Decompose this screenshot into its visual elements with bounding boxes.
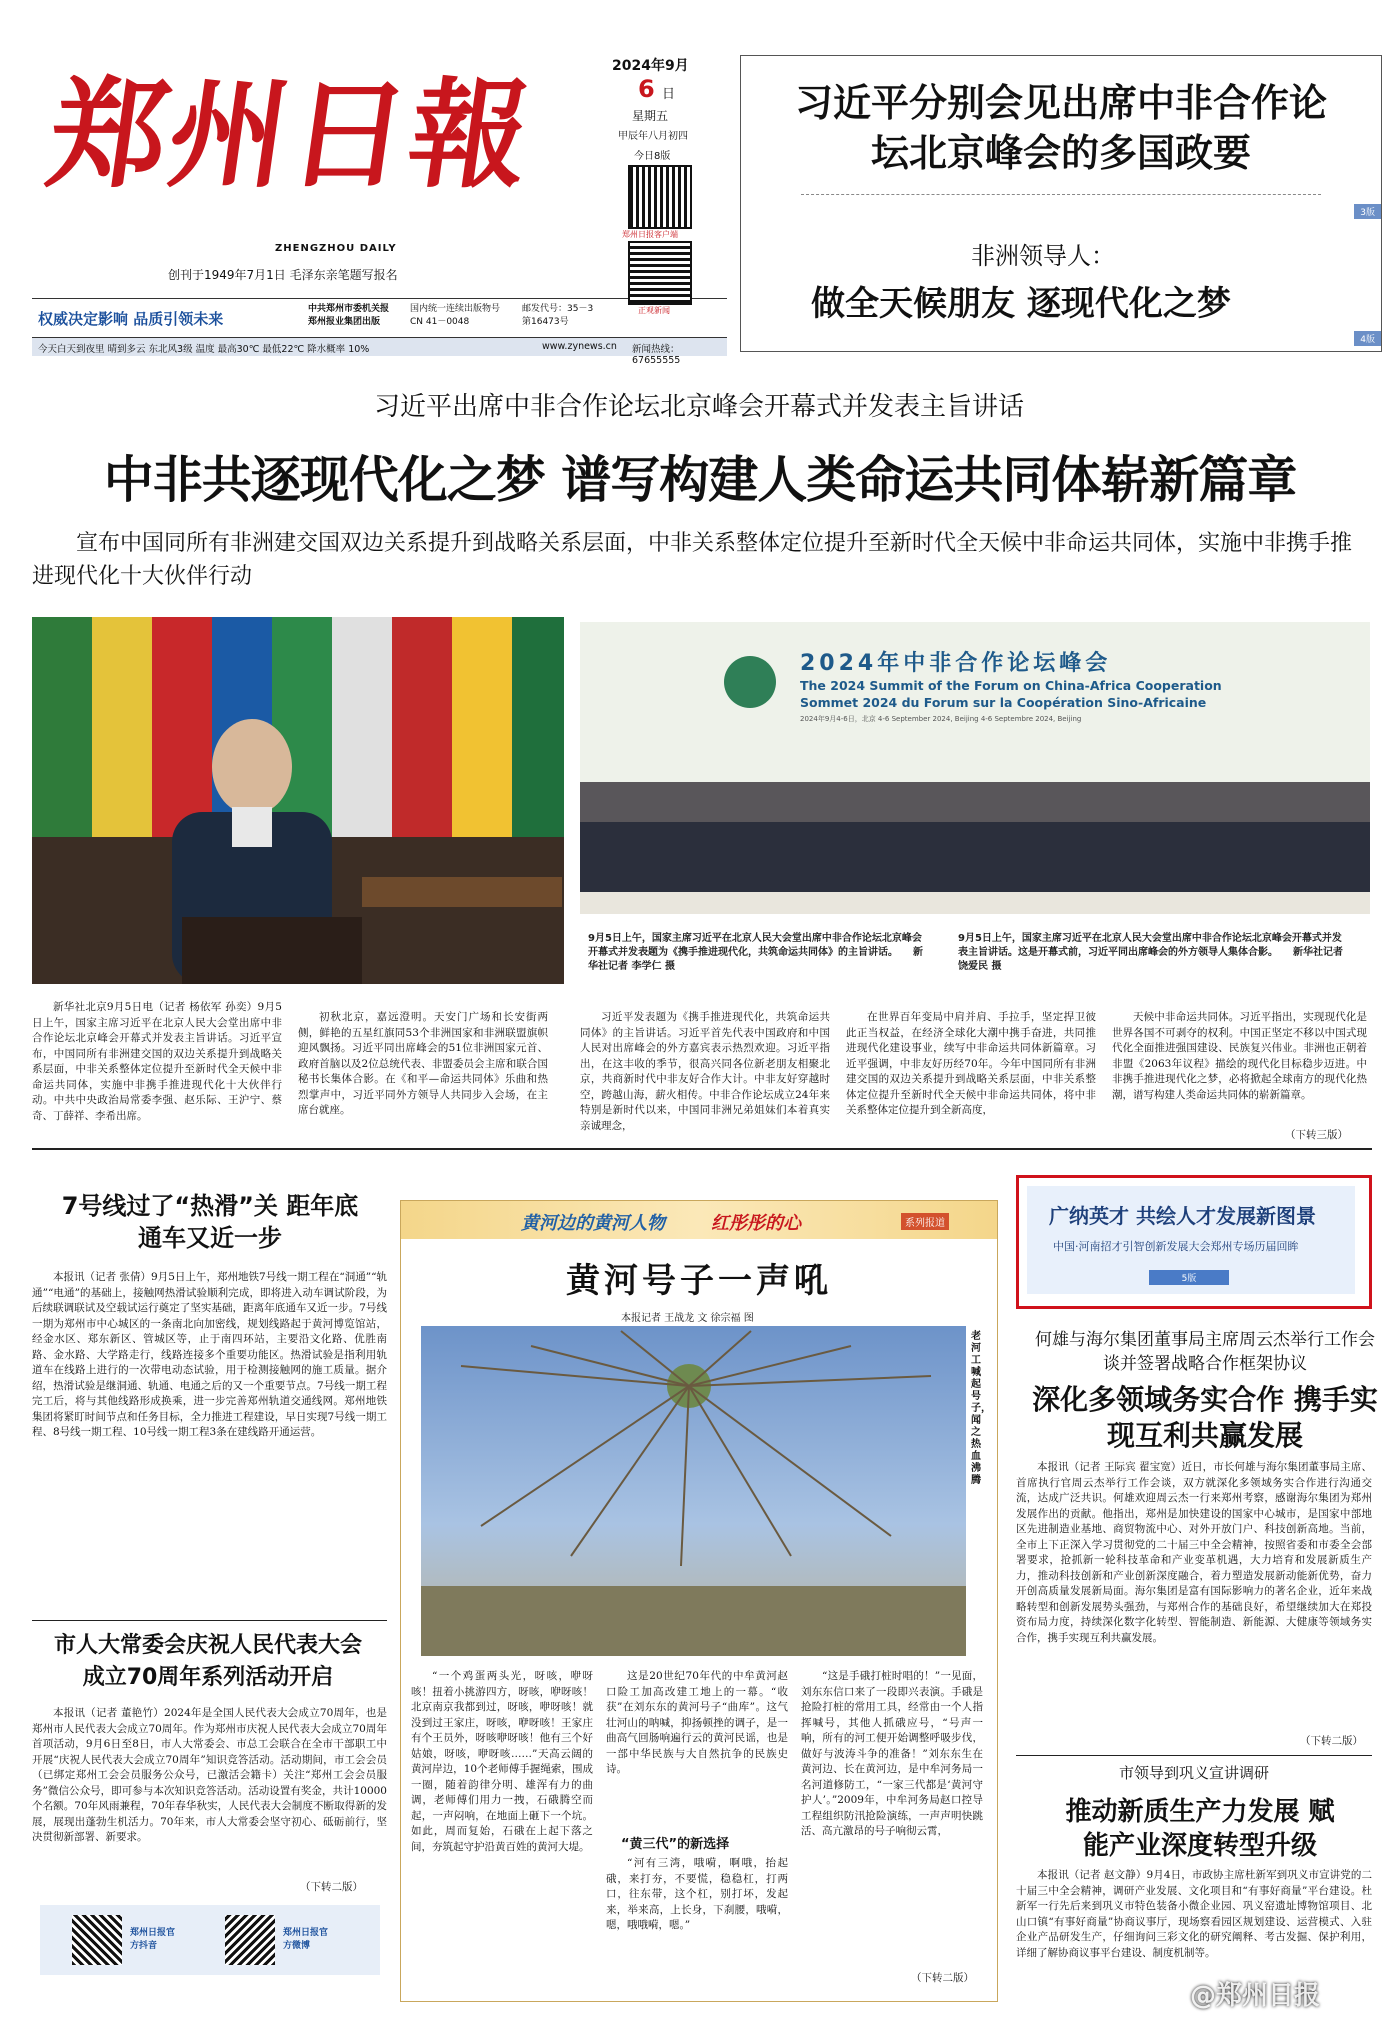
qr-code[interactable]: [72, 1915, 122, 1965]
publisher: 中共郑州市委机关报 郑州报业集团出版: [308, 304, 390, 327]
weather-bar: [32, 338, 727, 366]
banner-dates: 2024年9月4-6日，北京 4-6 September 2024, Beijing 4-6 Septembre 2024, Beijing: [800, 715, 1082, 723]
cn-number: 国内统一连续出版物号 CN 41－0048: [410, 304, 501, 327]
qr-code[interactable]: [225, 1915, 275, 1965]
masthead-founded: 创刊于1949年7月1日 毛泽东亲笔题写报名: [168, 268, 398, 282]
metro-headline[interactable]: 7号线过了“热滑”关 距年底通车又近一步: [61, 1192, 359, 1252]
series-tag: 系列报道: [901, 1213, 949, 1230]
qr-code[interactable]: [628, 165, 692, 229]
flags-backdrop: [32, 617, 564, 984]
feature-box: [400, 1200, 998, 2002]
lead-col-2: 初秋北京，嘉远澄明。天安门广场和长安街两侧，鲜艳的五星红旗同53个非洲国家和非洲联盟旗帜迎风飘扬。习近平同出席峰会的51位非洲国家元首、政府首脑以及2位总统代表、非盟委员会主席和联合国秘书长集体合影。在《和平—命运共同体》乐曲和热烈掌声中，习近平同外方领导人共同步入会场，在主席台就座。: [298, 1011, 548, 1116]
lead-col-4: 在世界百年变局中肩并肩、手拉手，坚定捍卫彼此正当权益，在经济全球化大潮中携手奋进，共同推进现代化建设事业，续写中非命运共同体新篇章。习近平强调，中非友好历经70年。今年中国同所有非洲建交国的双边关系提升到战略关系层面，中非关系整体定位提升至新时代全天候中非命运共同体，将中非关系整体定位提升到全新高度，: [846, 1011, 1096, 1116]
photo-speech: [32, 617, 564, 984]
top-sub-kicker: 非洲领导人：: [971, 242, 1115, 270]
haier-body: 本报讯（记者 王际宾 翟宝宽）近日，市长何雄与海尔集团董事局主席、首席执行官周云杰举行工作会谈，双方就深化多领域务实合作进行沟通交流，达成广泛共识。何雄欢迎周云杰一行来郑州考察，感谢海尔集团为郑州发展作出的贡献。他指出，郑州是加快建设的国家中心城市，是国家中部地区先进制造业基地、商贸物流中心、对外开放门户、科技创新高地。当前，全市上下正深入学习贯彻党的二十届三中全会精神，按照省委和市委全会部署要求，抢抓新一轮科技革命和产业变革机遇，大力培育和发展新质生产力，推动科技创新和产业创新深度融合，着力塑造发展新动能新优势，奋力开创高质量发展新局面。海尔集团是富有国际影响力的著名企业，近年来战略转型和创新发展势头强劲，与郑州合作的基础良好，希望继续加大在郑投资布局力度，持续深化数字化转型、智能制造、新能源、大健康等领域务实合作，携手实现互利共赢发展。: [1016, 1461, 1372, 1644]
website: www.zynews.cn: [542, 341, 617, 352]
top-news-box: [740, 55, 1382, 352]
date-box: [598, 55, 728, 315]
talent-sub: 中国·河南招才引智创新发展大会郑州专场历届回眸: [1053, 1240, 1299, 1253]
photo-group: [580, 622, 1370, 914]
social-qr-bar: [40, 1905, 380, 1975]
feature-headline[interactable]: 黄河号子一声吼: [566, 1261, 832, 1301]
feature-col-1: “一个鸡蛋两头光，呀咳，咿呀咳！扭着小挑游四方，呀咳，咿呀咳！北京南京我都到过，呀咳，咿呀咳！就没到过王家庄，呀咳，咿呀咳！王家庄有个王员外，呀咳咿呀咳！他有三个好姑娘，呀咳，咿呀咳……”天高云阔的黄河岸边，10个老师傅手握绳索，围成一圈，随着韵律分明、雄浑有力的曲调，老师傅们用力一拽，石硪腾空而起，一声闷响，在地面上砸下一个坑。如此，周而复始，石硪在上起下落之间，夯筑起守护沿黄百姓的黄河大堤。: [411, 1670, 593, 1853]
feature-col-3: “这是手硪打桩时唱的！”一见面，刘东东信口来了一段即兴表演。手硪是抢险打桩的常用工具，经常由一个人指挥喊号，其他人抓硪应号，“号声一响，所有的河工便开始调整呼吸步伐，做好与波涛斗争的准备！”刘东东生在黄河边、长在黄河边，是中牟河务局一名河道修防工，“一家三代都是‘黄河守护人’。”2009年，中牟河务局赵口控导工程组织防汛抢险演练，一声声明快跳活、高亢激昂的号子响彻云霄，: [801, 1670, 983, 1837]
continued-label: （下转二版）: [300, 1881, 363, 1893]
masthead-pinyin: ZHENGZHOU DAILY: [275, 243, 397, 254]
continued-label: （下转二版）: [911, 1972, 974, 1984]
qr-label: 郑州日报官方抖音: [130, 1928, 176, 1951]
gongyi-body: 本报讯（记者 赵文静）9月4日，市政协主席杜新军到巩义市宣讲党的二十届三中全会精神，调研产业发展、文化项目和“有事好商量”平台建设。杜新军一行先后来到巩义市特色装备小微企业园、巩义窑遗址博物馆项目、北山口镇“有事好商量”协商议事厅，现场察看园区规划建设、运营模式、入驻企业产品研发生产，仔细询问三彩文化的研究阐释、考古发掘、保护利用，详细了解协商议事平台建设、制度机制等。: [1016, 1869, 1372, 1959]
date-weekday: 星期五: [632, 109, 669, 123]
workers-scene: [421, 1326, 966, 1656]
qr-label: 正观新闻: [638, 306, 670, 315]
date-day: 6: [638, 75, 655, 103]
divider: [1016, 1755, 1372, 1756]
talent-headline: 广纳英才 共绘人才发展新图景: [1049, 1204, 1316, 1228]
postal-code: 邮发代号：35－3 第16473号: [522, 304, 594, 327]
photo-caption: 老河工喊起号子，闻之热血沸腾: [971, 1331, 991, 1486]
feature-banner: [401, 1201, 997, 1239]
banner-cn: 2024年中非合作论坛峰会: [800, 651, 1112, 676]
banner-title: 红彤彤的心: [711, 1213, 801, 1234]
banner-en: The 2024 Summit of the Forum on China-Africa Cooperation: [800, 678, 1222, 693]
continued-label: （下转三版）: [1285, 1129, 1348, 1141]
npc-headline[interactable]: 市人大常委会庆祝人民代表大会成立70周年系列活动开启: [53, 1633, 362, 1690]
slogan: 权威决定影响 品质引领未来: [38, 310, 224, 328]
metro-body: 本报讯（记者 张倩）9月5日上午，郑州地铁7号线一期工程在“洞通”“轨通”“电通”的基础上，接触网热滑试验顺利完成，即将进入动车调试阶段，为后续联调联试及空载试运行奠定了坚实基础，距离年底通车又近一步。7号线一期为郑州市中心城区的一条南北向加密线，规划线路起于黄河博览馆站，经金水区、郑东新区、管城区等，止于南四环站，主要沿文化路、优胜南路、金水路、大学路走行，线路连接多个重要功能区。热滑试验是指利用轨道车在线路上进行的一次带电动态试验，用于检测接触网的施工质量。据介绍，热滑试验是继洞通、轨通、电通之后的又一个重要节点。7号线一期工程完工后，将与其他线路形成换乘，进一步完善郑州轨道交通线网。郑州地铁集团将紧盯时间节点和任务目标，全力推进工程建设，早日实现7号线一期工程、8号线一期工程、10号线一期工程3条在建线路开通运营。: [32, 1271, 387, 1438]
watermark: @郑州日报: [1190, 1981, 1321, 2011]
divider: [801, 194, 1321, 195]
page-tag[interactable]: 3版: [1354, 204, 1381, 219]
banner-fr: Sommet 2024 du Forum sur la Coopération Sino-Africaine: [800, 695, 1207, 710]
masthead: [20, 40, 590, 340]
gongyi-headline[interactable]: 推动新质生产力发展 赋能产业深度转型升级: [1065, 1797, 1335, 1861]
masthead-title: 郑州日報: [40, 65, 540, 204]
date-year-month: 2024年9月: [612, 58, 689, 74]
feature-byline: 本报记者 王战龙 文 徐宗福 图: [621, 1313, 754, 1324]
caption-photo1: 9月5日上午，国家主席习近平在北京人民大会堂出席中非合作论坛北京峰会开幕式并发表题为《携手推进现代化，共筑命运共同体》的主旨讲话。 新华社记者 李学仁 摄: [588, 933, 923, 972]
haier-kicker: 何雄与海尔集团董事局主席周云杰举行工作会谈并签署战略合作框架协议: [1035, 1330, 1375, 1374]
page-tag[interactable]: 4版: [1354, 331, 1381, 346]
continued-label: （下转二版）: [1300, 1735, 1363, 1747]
date-day-unit: 日: [662, 87, 676, 102]
date-pages: 今日8版: [634, 151, 671, 162]
top-sub-headline[interactable]: 做全天候朋友 逐现代化之梦: [811, 284, 1231, 324]
lead-headline[interactable]: 中非共逐现代化之梦 谱写构建人类命运共同体崭新篇章: [103, 451, 1297, 509]
divider: [32, 1620, 387, 1621]
lead-col-3: 习近平发表题为《携手推进现代化，共筑命运共同体》的主旨讲话。习近平首先代表中国政府和中国人民对出席峰会的外方嘉宾表示热烈欢迎。习近平指出，在这丰收的季节，很高兴同各位新老朋友相聚北京，共商新时代中非友好合作大计。中非友好穿越时空，跨越山海，薪火相传。中非合作论坛成立24年来特别是新时代以来，中国同非洲兄弟姐妹们本着真实亲诚理念，: [580, 1011, 830, 1132]
qr-code[interactable]: [628, 241, 692, 305]
feature-subhead: “黄三代”的新选择: [621, 1837, 730, 1852]
lead-deck: 宣布中国同所有非洲建交国双边关系提升到战略关系层面，中非关系整体定位提升至新时代全天候中非命运共同体，实施中非携手推进现代化十大伙伴行动: [32, 531, 1353, 589]
talent-box[interactable]: [1016, 1175, 1372, 1309]
top-headline[interactable]: 习近平分别会见出席中非合作论坛北京峰会的多国政要: [794, 81, 1327, 175]
weather: 今天白天到夜里 晴到多云 东北风3级 温度 最高30℃ 最低22℃ 降水概率 10%: [38, 344, 370, 355]
qr-label: 郑州日报官方微博: [283, 1928, 329, 1951]
haier-headline[interactable]: 深化多领域务实合作 携手实现互利共赢发展: [1032, 1383, 1378, 1452]
lead-col-1: 新华社北京9月5日电（记者 杨依军 孙奕）9月5日上午，国家主席习近平在北京人民大会堂出席中非合作论坛北京峰会开幕式并发表主旨讲话。习近平宣布，中国同所有非洲建交国的双边关系提升到战略关系层面，中非关系整体定位提升至新时代全天候中非命运共同体，实施中非携手推进现代化十大伙伴行动。中共中央政治局常委李强、赵乐际、王沪宁、蔡奇、丁薛祥、李希出席。: [32, 1001, 282, 1122]
feature-col-2b: “河有三湾，哦嗬，啊哦，抬起硪，来打夯，不要慌，稳稳杠，打两口，往东带，这个杠，别打坏，发起来，举来高，上长身，下刹腰，哦嗬，嗯，哦哦嗬，嗯。”: [606, 1857, 788, 1931]
feature-photo: [421, 1326, 966, 1656]
date-lunar: 甲辰年八月初四: [618, 131, 688, 142]
slogan-bar: [32, 298, 727, 338]
hotline: 新闻热线：67655555: [632, 344, 681, 366]
qr-label: 郑州日报客户端: [622, 230, 678, 239]
lead-col-5: 天候中非命运共同体。习近平指出，实现现代化是世界各国不可剥夺的权利。中国正坚定不移以中国式现代化全面推进强国建设、民族复兴伟业。非洲也正朝着非盟《2063年议程》描绘的现代化目标稳步迈进。中非携手推进现代化之梦，必将掀起全球南方的现代化热潮，谱写构建人类命运共同体的崭新篇章。: [1112, 1011, 1367, 1101]
divider: [32, 1148, 1372, 1150]
feature-col-2: 这是20世纪70年代的中牟黄河赵口险工加高改建工地上的一幕。“收获”在刘东东的黄河号子“曲库”。这气壮河山的呐喊，抑扬顿挫的调子，是一曲高气回肠响遍行云的黄河民谣，也是一部中华民族与大自然抗争的民族史诗。: [606, 1670, 788, 1775]
gongyi-kicker: 市领导到巩义宣讲调研: [1118, 1764, 1269, 1782]
caption-photo2: 9月5日上午，国家主席习近平在北京人民大会堂出席中非合作论坛北京峰会开幕式并发表主旨讲话。这是开幕式前，习近平同出席峰会的外方领导人集体合影。 新华社记者 饶爱民 摄: [958, 933, 1343, 972]
lead-kicker: 习近平出席中非合作论坛北京峰会开幕式并发表主旨讲话: [373, 392, 1024, 422]
page-tag[interactable]: 5版: [1149, 1270, 1229, 1285]
banner-kicker: 黄河边的黄河人物: [521, 1213, 665, 1234]
npc-body: 本报讯（记者 董艳竹）2024年是全国人民代表大会成立70周年，也是郑州市人民代表大会成立70周年。作为郑州市庆祝人民代表大会成立70周年首项活动，9月6日至8日，市人大常委会、市总工会联合在全市干部职工中开展“庆祝人民代表大会成立70周年”知识竞答活动。活动期间，市工会会员（已绑定郑州工会会员服务公众号，已激活会籍卡）关注“郑州工会会员服务”微信公众号，即可参与本次知识竞答活动。活动设置有奖金，共计10000个名额。70年风雨兼程，70年春华秋实，人民代表大会制度不断取得新的发展，展现出蓬勃生机活力。70年来，市人大常委会坚守初心、砥砺前行，坚决贯彻新部署、新要求。: [32, 1707, 387, 1843]
